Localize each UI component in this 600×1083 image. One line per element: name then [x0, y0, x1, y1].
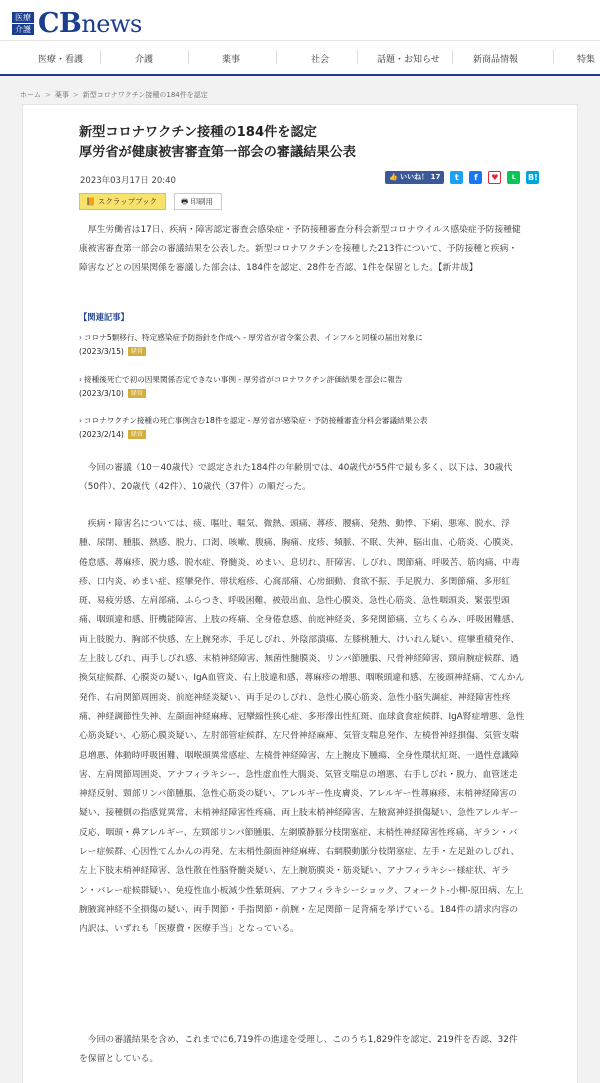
- pocket-icon[interactable]: ♥: [488, 171, 501, 184]
- logo-news: news: [81, 10, 142, 38]
- breadcrumb-separator-icon: >: [45, 91, 51, 99]
- like-count: 17: [430, 172, 441, 181]
- article-actions: [79, 193, 222, 210]
- site-header: [0, 0, 600, 40]
- breadcrumb: [20, 90, 208, 100]
- print-button[interactable]: [174, 193, 222, 210]
- nav-item-topics[interactable]: 話題・お知らせ: [377, 55, 440, 65]
- scrapbook-button[interactable]: [79, 193, 166, 210]
- article-lead: 厚生労働省は17日、疾病・障害認定審査会感染症・予防接種審査分科会新型コロナウイルス感染症予防接種健康被害審査第一部会の審議結果を公表した。新型コロナワクチンを接種した213件について、予防接種と疾病・障害などとの因果関係を審議した部会は、184件を認定、28件を否認、1件を保留とした。【新井哉】: [79, 225, 521, 273]
- breadcrumb-separator-icon: >: [72, 91, 79, 99]
- related-article-date: (2023/2/14): [79, 430, 124, 439]
- nav-divider: [188, 50, 189, 64]
- nav-item-new-products[interactable]: 新商品情報: [473, 55, 519, 65]
- related-article-title[interactable]: 接種後死亡で初の因果関係否定できない事例 - 厚労省がコロナワクチン評価結果を部会に報告: [84, 375, 403, 384]
- breadcrumb-category[interactable]: 薬事: [54, 91, 69, 99]
- related-article-item[interactable]: [79, 373, 539, 401]
- nav-divider: [276, 50, 277, 64]
- logo-badge-top: 医療: [12, 12, 34, 23]
- article-date: 2023年03月17日 20:40: [80, 176, 176, 186]
- site-logo[interactable]: [12, 8, 142, 39]
- nav-item-features[interactable]: 特集: [577, 55, 596, 65]
- nav-item-pharma[interactable]: 薬事: [222, 55, 241, 65]
- article-card: [22, 104, 578, 1083]
- nav-item-medical[interactable]: 医療・看護: [38, 55, 84, 65]
- nav-item-society[interactable]: 社会: [311, 55, 330, 65]
- article-title: [79, 123, 549, 163]
- logo-cb: CB: [38, 8, 82, 39]
- print-label: 印刷用: [190, 197, 214, 206]
- article-title-line2: 厚労省が健康被害審査第一部会の審議結果公表: [79, 145, 356, 160]
- logo-badge-bottom: 介護: [12, 24, 34, 35]
- twitter-icon[interactable]: t: [450, 171, 463, 184]
- nav-divider: [357, 50, 358, 64]
- nav-item-care[interactable]: 介護: [135, 55, 154, 65]
- arrow-right-icon: ›: [79, 333, 83, 342]
- print-icon: 🖶: [181, 197, 189, 206]
- breadcrumb-home[interactable]: ホーム: [20, 91, 41, 99]
- share-buttons: [385, 169, 539, 185]
- related-article-date: (2023/3/10): [79, 389, 124, 398]
- main-nav: [0, 40, 600, 76]
- article-paragraph: 疾病・障害名については、痰、嘔吐、嘔気、微熱、頭痛、蕁疹、腰痛、発熱、動悸、下痢、悪寒、脱水、浮腫、尿閉、腫脹、熱感、脱力、口渇、咳嗽、腹痛、胸痛、皮疹、頻脈、不眠、失神、脳出血、心筋炎、心膜炎、倦怠感、蕁麻疹、脱力感、脱水症、脊髄炎、めまい、息切れ、肝障害、しびれ、関節痛、呼吸苦、筋肉痛、中毒疹、口内炎、めまい症、痙攣発作、帯状疱疹、心窩部痛、心房細動、食欲不振、手足脱力、多関節痛、多形紅斑、易疲労感、左肩部痛、ふらつき、呼吸困難、被殻出血、急性心膜炎、急性心筋炎、急性咽頭炎、緊張型頭痛、咽頭違和感、肝機能障害、上肢の疼痛、全身倦怠感、前庭神経炎、多発関節痛、立ちくらみ、呼吸困難感、両上肢脱力、胸部不快感、左上腕発赤、手足しびれ、外陰部潰瘍、左膝桃腫大、けいれん疑い、痙攣重積発作、左上肢しびれ、両手しびれ感、末梢神経障害、無菌性髄膜炎、リンパ節腫脹、尺骨神経障害、頸肩腕症候群、過換気症候群、心膜炎の疑い、IgA血管炎、右上肢違和感、蕁麻疹の増悪、咽喉頭違和感、左後頭神経痛、てんかん発作、右肩関節周囲炎、前庭神経炎疑い、両手足のしびれ、急性心膜心筋炎、急性小脳失調症、神経障害性疼痛、神経調節性失神、左顔面神経麻痺、冠攣縮性狭心症、多形滲出性紅斑、血球貪食症候群、IgA腎症増悪、急性心筋炎疑い、心筋心膜炎疑い、左肘部管症候群、左尺骨神経麻痺、気管支喘息発作、左橈骨神経損傷、気管支喘息増悪、体動時呼吸困難、咽喉頭異常感症、左橈骨神経障害、左上腕皮下腫瘍、全身性環状紅斑、一過性意識障害、左肩関節周囲炎、アナフィラキシー、急性虚血性大腸炎、気管支喘息の増悪、右手しびれ・脱力、血管迷走神経反射、頸部リンパ節腫脹、急性心筋炎の疑い、アレルギー性皮膚炎、アレルギー性蕁麻疹、末梢神経障害の疑い、接種側の指感覚異常、末梢神経障害性疼痛、両上肢末梢神経障害、左腋窩神経損傷疑い、急性アレルギー反応、咽頭・鼻アレルギー、左頸部リンパ節腫脹、左網膜静脈分枝閉塞症、末梢性神経障害性疼痛、ギラン・バレー症候群、心因性てんかんの再発、左末梢性顔面神経麻痺、右網膜動脈分枝閉塞症、左手・左足趾のしびれ、左上下肢末梢神経障害、急性散在性脳脊髄炎疑い、左上腕筋膜炎・筋炎疑い、アナフィラキシー様症状、ギラン・バレー症候群疑い、免疫性血小板減少性紫斑病、アナフィラキシーショック、フォークト-小柳-原田病、左上腕腋窩神経不全損傷の疑い、両手関節・手指関節・前腕・左足関節－足背痛を挙げている。184件の請求内容の内訳は、いずれも「医療費・医療手当」となっている。: [79, 519, 525, 935]
- related-article-date: (2023/3/15): [79, 347, 124, 356]
- facebook-like-button[interactable]: [385, 171, 444, 184]
- related-article-title[interactable]: コロナ5類移行、特定感染症予防指針を作成へ - 厚労省が省令案公表、インフルと同様の届出対象に: [84, 333, 423, 342]
- premium-badge: 経営: [128, 389, 146, 398]
- arrow-right-icon: ›: [79, 375, 83, 384]
- breadcrumb-current: 新型コロナワクチン接種の184件を認定: [82, 91, 208, 99]
- nav-divider: [553, 50, 554, 64]
- related-article-title[interactable]: コロナワクチン接種の死亡事例含む18件を認定 - 厚労省が感染症・予防接種審査分科会審議結果公表: [84, 416, 428, 425]
- like-label: いいね！: [400, 172, 429, 181]
- related-article-item[interactable]: [79, 414, 539, 442]
- related-article-item[interactable]: [79, 331, 539, 359]
- nav-divider: [452, 50, 453, 64]
- premium-badge: 経営: [128, 347, 146, 356]
- scrapbook-icon: 📙: [86, 197, 96, 206]
- related-articles-heading: 【関連記事】: [79, 312, 129, 322]
- facebook-icon[interactable]: f: [469, 171, 482, 184]
- hatena-bookmark-icon[interactable]: B!: [527, 172, 538, 182]
- thumbs-up-icon: 👍: [389, 172, 398, 181]
- nav-divider: [100, 50, 101, 64]
- arrow-right-icon: ›: [79, 416, 83, 425]
- logo-badge: [12, 12, 34, 36]
- premium-badge: 経営: [128, 430, 146, 439]
- article-paragraph: 今回の審議結果を含め、これまでに6,719件の進達を受理し、このうち1,829件を認定、219件を否認、32件を保留としている。: [79, 1035, 518, 1065]
- line-icon[interactable]: L: [507, 171, 520, 184]
- article-title-line1: 新型コロナワクチン接種の184件を認定: [79, 125, 317, 140]
- article-paragraph: 今回の審議（10－40歳代）で認定された184件の年齢別では、40歳代が55件で最も多く、以下は、30歳代（50件）、20歳代（42件）、10歳代（37件）の順だった。: [79, 463, 513, 493]
- logo-wordmark: [38, 8, 142, 39]
- scrapbook-label: スクラップブック: [97, 197, 158, 206]
